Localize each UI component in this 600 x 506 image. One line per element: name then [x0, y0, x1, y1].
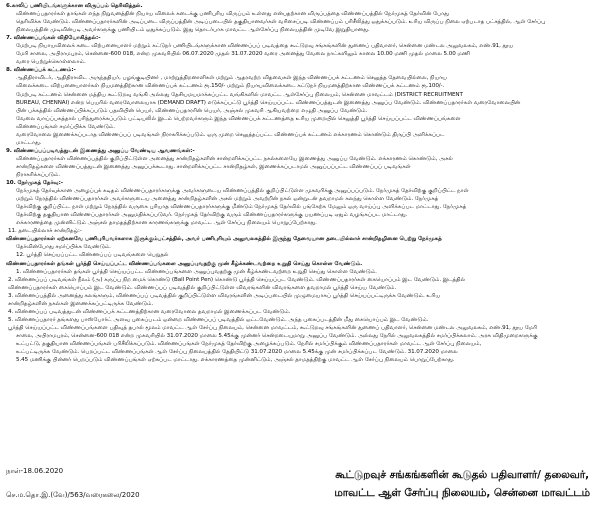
body-line: விலைக்கடை விற்பனையாளர்கள் நியமனத்திற்கான விண்ணப்பக் கட்டணம் ரூ.150/- மற்றும் நியாயவிலைக்கடை கட்டுநர் நியமனத்திற்கான விண்ணப்பக் கட்டணம் ரூ.100/-.: [16, 83, 445, 90]
body-line: பூர்த்தி செய்யப்பட்ட விண்ணப்பங்களை பதிவுத் தபால் மூலம் மாவட்ட ஆள் சேர்ப்பு நிலையம், சென்னை மாவட்டம், கூட்டுறவு சங்கங்களின் துணைப் பதிவாளர், சென்னை மண்டல அலுவலகம், எண்.91, தூய மேரி: [8, 324, 538, 331]
body-line: 3. விண்ணப்பத்தில் அனைத்து கலங்களும், விண்ணப்பப் படிவத்தில் குறிப்பிட்டுள்ள விவரங்களின் அடிப்படையில் முழுமையாகப் பூர்த்தி செய்யப்பட்டிருக்க வேண்டும். உரிய: [8, 292, 441, 299]
body-line: சான்றிதழ்களை விண்ணப்பத்துடன் இணைத்து அனுப்பக்கூடாது. சான்றளிக்கப்பட்ட சான்றிதழ்கள், இணைக்கப்படாமல் அனுப்பப்பட்ட விண்ணப்பப் படிவங்கள்: [16, 163, 411, 170]
body-line: வேலை வாய்ப்பகத்தால் பரிந்துரைக்கப்படும் பட்டியலில் இடம் பெற்றவர்களும் இந்த விண்ணப்பக் கட்டணத்தை உரிய முறையில் செலுத்தி பூர்த்தி செய்யப்பட்ட விண்ணப்பங்களை: [16, 115, 461, 122]
signatory-title: கூட்டுறவுச் சங்கங்களின் கூடுதல் பதிவாளர்/ தலைவர்,: [335, 469, 590, 481]
body-line: 11. தடையில்லாச் சான்றிதழ்:-: [8, 228, 82, 235]
body-line: 6.காலிப் பணியிடங்களுக்கான விருப்பம் தெரிவித்தல்.: [6, 3, 143, 9]
body-line: தேர்விற்கு தகுதியான விண்ணப்பதாரர்கள் அனுமதிக்கப்படுவர். நேர்முகத் தேர்விற்கு வரும் விண்ணப்பதாரர்களுக்கு பயணப்படி ஏதும் வழங்கப்பட மாட்டாது.: [16, 212, 408, 219]
body-line: வரை பெற்றுக்கொள்ளலாம்.: [16, 59, 86, 66]
body-line: உட்பட்டிருக்க வேண்டும். பெறப்பட்ட விண்ணப்பங்கள் ஆள் சேர்ப்பு நிலையத்தில் தேதியிட்டு 31.07.2020 மாலை 5.45க்கு முன் சமர்ப்பிக்கப்பட வேண்டும். 31.07.2020 மாலை: [16, 349, 458, 356]
body-line: 4. விண்ணப்பப் படிவத்துடன் விண்ணப்பக் கட்டணத்திற்கான வரைவோலை தவறாமல் இணைக்கப்பட வேண்டும்.: [8, 308, 291, 315]
body-line: 8. விண்ணப்பக் கட்டணம்:-: [6, 67, 76, 74]
reference-number: செ.ம.தொ.இ.(வே)/563/வரைகலை/2020: [6, 491, 140, 499]
body-line: மேற்படி நியாயவிலைக் கடை விற்பனையாளர் மற்றும் கட்டுநர் பணியிடங்களுக்கான விண்ணப்பப் படிவத்தை கூட்டுறவு சங்கங்களின் துணைப் பதிவாளர், சென்னை மண்டல அலுவலகம், எண்.91, தூய: [16, 43, 514, 50]
body-line: ஆதிதிராவிடர், ஆதிதிராவிட அருந்ததியர், பழங்குடியினர் , மாற்றுத்திறனாளிகள் மற்றும் ஆதரவற்ற விதவைகள் இந்த விண்ணப்பக் கட்டணம் செலுத்த தேவையில்லை, நியாய: [16, 75, 447, 82]
body-line: விண்ணப்பதாரர்கள் தங்கள் பூர்த்தி செய்யப்பட்ட விண்ணப்பங்களை அனுப்புவதற்கு முன் கீழ்க்கண்டவற்றை உறுதி செய்து கொள்ள வேண்டும்.: [6, 260, 363, 267]
body-line: பின் பக்கத்தில் விண்ணப்பிக்கப்படும் பதவியின் பெயர், விண்ணப்பதாரரின் பெயர், அஞ்சல் முகவரி ஆகியவற்றை எழுதி அனுப்ப வேண்டும்.: [16, 107, 368, 114]
body-line: 2. விண்ணப்பப் படிவங்கள் நீலம் (அ) கருப்பு நிற மைக் கொண்டு (Ball Point Pen) கொண்டு பூர்த்தி செய்யப்பட வேண்டும். விண்ணப்பதாரர்கள் கையொப்பம் இட வேண்டும். இடத்தில்: [8, 276, 466, 283]
body-line: 1. விண்ணப்பதாரர்கள் தங்கள் பூர்த்தி செய்யப்பட்ட விண்ணப்பங்களை அனுப்புவதற்கு முன் கீழ்க்கண்டவற்றை உறுதி செய்து கொள்ள வேண்டும்.: [16, 268, 377, 275]
body-line: வரைவோலை இணைக்கப்படாத விண்ணப்பப் படிவங்கள் நிராகரிக்கப்படும். ஒரு முறை செலுத்தப்பட்ட விண்ணப்பக் கட்டணம் எக்காரணம் கொண்டும் திருப்பி அளிக்கப்பட: [16, 131, 445, 138]
body-line: 9. விண்ணப்பப்படிவத்துடன் இணைத்து அனுப்ப வேண்டிய ஆவணங்கள்:-: [6, 147, 195, 154]
body-line: நிராகரிக்கப்படும்.: [16, 171, 60, 178]
notice-body: [6, 2, 594, 364]
body-line: 10. நேர்முகத் தேர்வு:-: [6, 180, 63, 187]
body-line: மேரி சாலை, அபிராமபுரம், சென்னை-600 018, என்ற முகவரியில் 06.07.2020 முதல் 31.07.2020 வரை அனைத்து வேலை நாட்களிலும் காலை 10.00 மணி முதல் மாலை 5.00 மணி: [16, 51, 471, 58]
body-line: நேர்முகத் தேர்வுக்கான அழைப்புக் கடிதம் விண்ணப்பதாரர்களுக்கு அவர்களுடைய விண்ணப்பத்தில் குறிப்பிட்டுள்ள முகவரிக்கு அனுப்பப்படும். நேர்முகத் தேர்விற்கு குறிப்பிட்ட நாள்: [16, 188, 469, 195]
body-line: விண்ணப்பதாரர்கள் ஏற்கனவே பணிபுரிபவர்களாக இருக்கும்பட்சத்தில், அவர் பணிபுரியும் அலுவலகத்தில் இருந்து தேவையான தடையில்லாச் சான்றிதழினை பெற்று நேர்முகத்: [6, 236, 442, 243]
body-line: 7. விண்ணப்பங்கள் விநியோகித்தல்:-: [6, 35, 101, 42]
body-line: விண்ணப்பங்கள் சமர்ப்பிக்க வேண்டும்.: [16, 123, 115, 130]
body-line: சாலை, அபிராமபுரம், சென்னை-600 018 என்ற முகவரியில் 31.07.2020 மாலை 5.45க்கு முன்னர் சென்றடையுமாறு அனுப்ப வேண்டும். அல்லது நேரில் அலுவலகத்தில் சமர்ப்பிக்கலாம். அரசு விதிமுறைகளுக்கு: [16, 332, 538, 339]
body-line: மற்றும் நேரத்தில் விண்ணப்பதாரர்கள் அவர்களுடைய அனைத்து சான்றிதழ்களின் அசல் மற்றும் அவற்றின் நகல் ஒன்றுடன் தவறாமல் கலந்து கொள்ள வேண்டும். நேர்முகத்: [16, 196, 439, 203]
body-line: விண்ணப்பதாரர்கள் கையொப்பம் இட வேண்டும். விண்ணப்பப் படிவத்தில் குறிப்பிட்டுள்ள விவரங்களின் விவரங்களை தவறாமல் பூர்த்தி செய்ய வேண்டும்.: [8, 284, 397, 291]
body-line: எக்காரணத்தை முன்னிட்டும் அஞ்சல் தாமதத்திற்கான காரணங்களுக்கு மாவட்ட ஆள் சேர்ப்பு நிலையம் பொறுப்பேற்காது.: [16, 220, 317, 227]
body-line: 5. விண்ணப்பதாரர் தங்களது பாஸ்போர்ட் அளவு புகைப்படம் ஒன்றை விண்ணப்பப் படிவத்தில் ஒட்டவேண்டும். அந்த புகைப்படத்தின் மீது கையொப்பம் இட வேண்டும்.: [8, 316, 429, 323]
body-line: உட்பட்டு, தகுதியான விண்ணப்பங்கள் பரிசீலிக்கப்படும். விண்ணப்பங்கள் நேர்முகத் தேர்விற்கு அழைக்கப்படும். நேரில் சமர்ப்பிக்கும் விண்ணப்பதாரர்கள் மாவட்ட ஆள் சேர்ப்பு நிலையம்,: [16, 340, 482, 347]
signature-block: [334, 466, 590, 502]
body-line: தேர்வின்போது சமர்ப்பிக்க வேண்டும்.: [16, 244, 111, 251]
signatory-office: மாவட்ட ஆள் சேர்ப்பு நிலையம், சென்னை மாவட்டம்: [334, 487, 590, 499]
body-line: தேர்விற்கு குறிப்பிட்ட நாள் மற்றும் நேரத்தில் வருகை புரியாத விண்ணப்பதாரர்களுக்கு மீண்டும் நேர்முகத் தேர்வில் பங்கேற்க மேலும் ஒரு வாய்ப்பு அளிக்கப்பட மாட்டாது. நேர்முகத்: [16, 204, 467, 211]
body-line: நிலையத்தின் முடிவின்படி அவர்களுக்கு பணியிடம் ஒதுக்கப்படும். இது தொடர்பாக மாவட்ட ஆள்சேர்ப்பு நிலையத்தின் முடிவே இறுதியானது.: [16, 27, 370, 34]
body-line: மாட்டாது.: [16, 139, 42, 146]
notice-date: நாள்-18.06.2020: [6, 467, 64, 475]
body-line: 5.45 மணிக்கு பின்னர் பெறப்படும் விண்ணப்பங்கள் ஏற்கப்பட மாட்டாது. எக்காரணத்தை முன்னிட்டும், அஞ்சல் தாமதத்திற்கு மாவட்ட ஆள் சேர்ப்பு நிலையம் பொறுப்பேற்காது.: [16, 357, 455, 364]
body-line: சான்றிதழ்களின் நகல்கள் இணைக்கப்பட்டிருக்க வேண்டும்.: [8, 300, 154, 307]
body-line: 12. பூர்த்தி செய்யப்பட்ட விண்ணப்பப் படிவங்களை பெறுதல்: [16, 252, 169, 259]
body-line: மேற்படி கட்டணம் சென்னை மத்திய கூட்டுறவு வங்கி அல்லது தேசியமயமாக்கப்பட்ட வங்கிகளில் மாவட்ட ஆள்சேர்ப்பு நிலையம், சென்னை மாவட்டம் (DISTRICT RECRUITMENT: [16, 91, 463, 98]
body-line: விண்ணப்பதாரர்கள் விண்ணப்பத்தில் குறிப்பிட்டுள்ள அனைத்து சான்றிதழ்களின் சான்றளிக்கப்பட்ட நகல்களையே இணைத்து அனுப்ப வேண்டும். எக்காரணம் கொண்டும், அசல்: [16, 155, 453, 162]
body-line: தெரிவிக்க வேண்டும். விண்ணப்பதாரர்களின் அடிப்படை விருப்பத்தின் அடிப்படையில் தகுதியானவர்கள் வரிசைப்படி விண்ணப்பம் பரிசீலித்து ஒதுக்கப்படும். உரிய விருப்ப நிலை ஏற்படாத பட்சத்தில், ஆள் சேர்ப்பு: [16, 19, 546, 26]
body-line: விண்ணப்பதாரர்கள் தாங்கள் எந்த நிறுவனத்தின் நியாய விலைக் கடைக்கு பணிபுரிய விருப்பம் உள்ளது என்பதற்கான விருப்பத்தை விண்ணப்பத்தில் நேர்முகத் தேர்வின் போது: [16, 11, 449, 18]
body-line: BUREAU, CHENNAI) என்ற பெயரில் வரைவோலையாக (DEMAND DRAFT) எடுக்கப்பட்டு பூர்த்தி செய்யப்பட்ட விண்ணப்பத்துடன் இணைத்து அனுப்ப வேண்டும். விண்ணப்பதாரர்கள் வரைவோலையின்: [16, 99, 521, 106]
